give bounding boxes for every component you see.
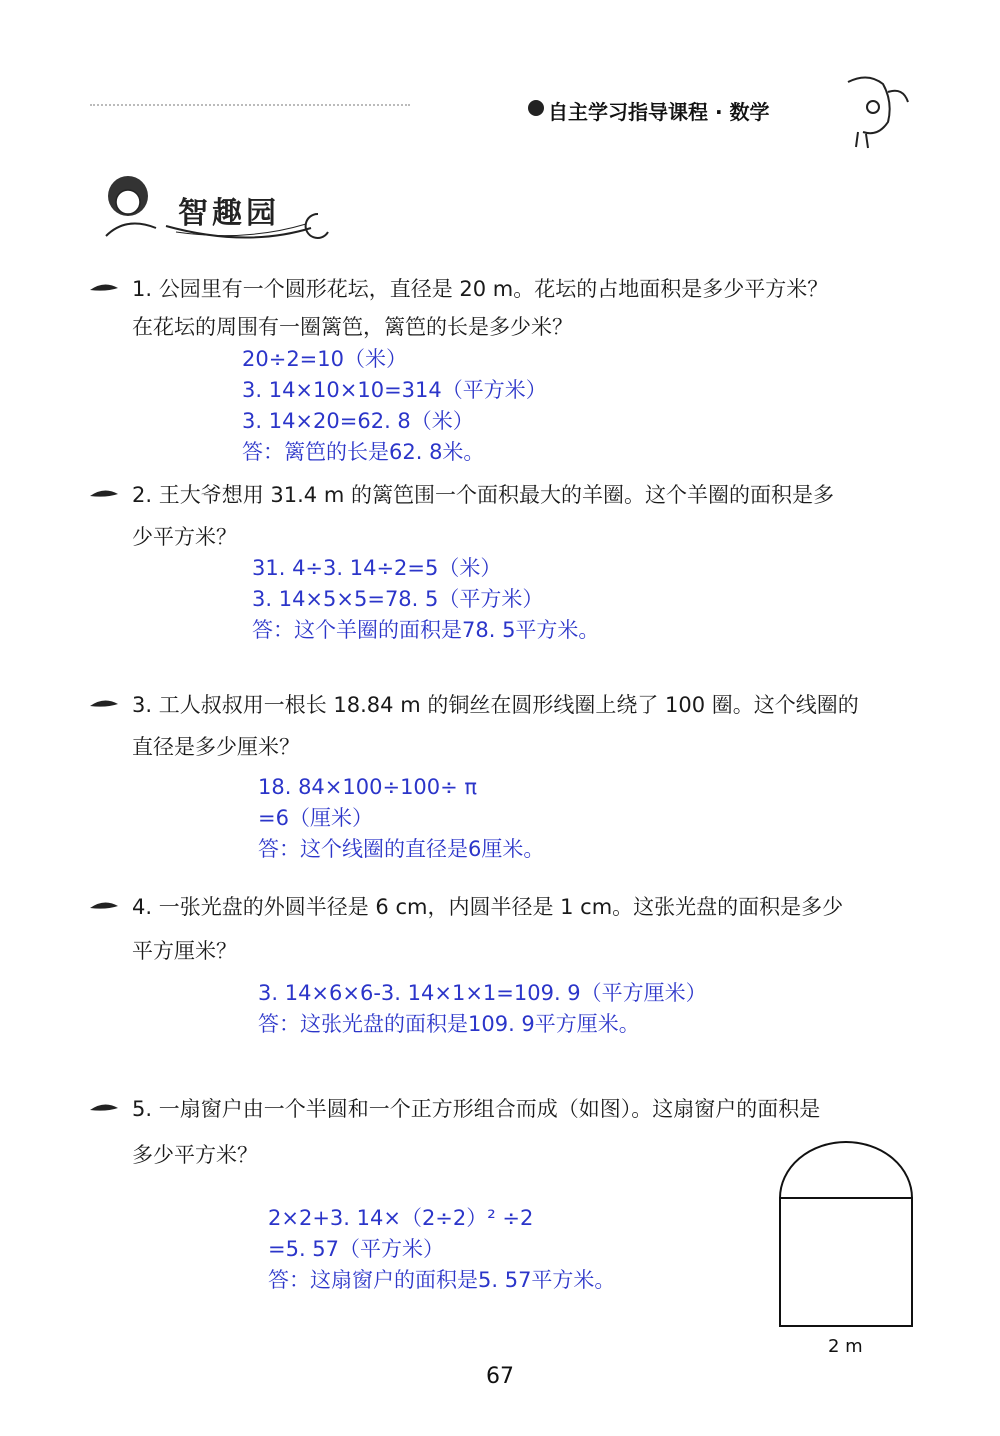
question-number: 4.: [132, 895, 153, 919]
header-dotted-line: [90, 104, 410, 106]
answer-line: 答：这扇窗户的面积是5. 57平方米。: [268, 1268, 616, 1292]
question-text: 平方厘米？: [132, 939, 237, 963]
question-number: 5.: [132, 1097, 153, 1121]
answer-line: 20÷2=10（米）: [242, 347, 407, 371]
question-bullet-icon: [86, 686, 132, 724]
question-text: 多少平方米？: [132, 1143, 258, 1167]
answer-4: [258, 978, 707, 1040]
question-number: 3.: [132, 693, 153, 717]
question-text: 直径是多少厘米？: [132, 735, 300, 759]
question-text: 工人叔叔用一根长 18.84 m 的铜丝在圆形线圈上绕了 100 圈。这个线圈的: [158, 693, 859, 717]
header-bullet-icon: [528, 100, 544, 116]
question-text: 少平方米？: [132, 525, 237, 549]
question-bullet-icon: [86, 888, 132, 926]
question-number: 2.: [132, 483, 153, 507]
answer-3: [258, 772, 544, 865]
answer-line: 2×2+3. 14×（2÷2）² ÷2: [268, 1206, 534, 1230]
question-text: 公园里有一个圆形花坛，直径是 20 m。花坛的占地面积是多少平方米？: [158, 277, 829, 301]
window-square: [780, 1198, 912, 1326]
question-text: 一张光盘的外圆半径是 6 cm，内圆半径是 1 cm。这张光盘的面积是多少: [158, 895, 844, 919]
question-bullet-icon: [86, 476, 132, 514]
question-2: [86, 476, 926, 556]
question-bullet-icon: [86, 270, 132, 308]
header-bird-illustration-icon: [828, 62, 918, 152]
window-dimension-label: 2 m: [828, 1336, 863, 1357]
answer-line: 31. 4÷3. 14÷2=5（米）: [252, 556, 502, 580]
question-bullet-icon: [86, 1090, 132, 1128]
answer-line: 18. 84×100÷100÷ π: [258, 775, 478, 799]
question-4: [86, 888, 926, 970]
header-title: 自主学习指导课程 · 数学: [548, 100, 770, 124]
answer-line: 3. 14×6×6-3. 14×1×1=109. 9（平方厘米）: [258, 981, 707, 1005]
answer-1: [242, 344, 547, 468]
answer-line: 答：篱笆的长是62. 8米。: [242, 440, 485, 464]
question-text: 在花坛的周围有一圈篱笆，篱笆的长是多少米？: [132, 315, 573, 339]
answer-line: 3. 14×20=62. 8（米）: [242, 409, 474, 433]
answer-2: [252, 553, 599, 646]
question-text: 一扇窗户由一个半圆和一个正方形组合而成（如图）。这扇窗户的面积是: [158, 1097, 821, 1121]
answer-5: [268, 1203, 615, 1296]
answer-line: 3. 14×10×10=314（平方米）: [242, 378, 547, 402]
answer-line: =6（厘米）: [258, 806, 373, 830]
answer-line: 答：这个羊圈的面积是78. 5平方米。: [252, 618, 600, 642]
answer-line: =5. 57（平方米）: [268, 1237, 445, 1261]
window-semicircle: [780, 1142, 912, 1198]
question-3: [86, 686, 926, 766]
page-number: 67: [486, 1364, 514, 1389]
answer-line: 答：这张光盘的面积是109. 9平方厘米。: [258, 1012, 640, 1036]
section-title: 智趣园: [178, 196, 280, 231]
question-1: [86, 270, 926, 346]
answer-line: 3. 14×5×5=78. 5（平方米）: [252, 587, 544, 611]
question-number: 1.: [132, 277, 153, 301]
window-figure: [770, 1130, 920, 1330]
question-text: 王大爷想用 31.4 m 的篱笆围一个面积最大的羊圈。这个羊圈的面积是多: [158, 483, 834, 507]
answer-line: 答：这个线圈的直径是6厘米。: [258, 837, 545, 861]
